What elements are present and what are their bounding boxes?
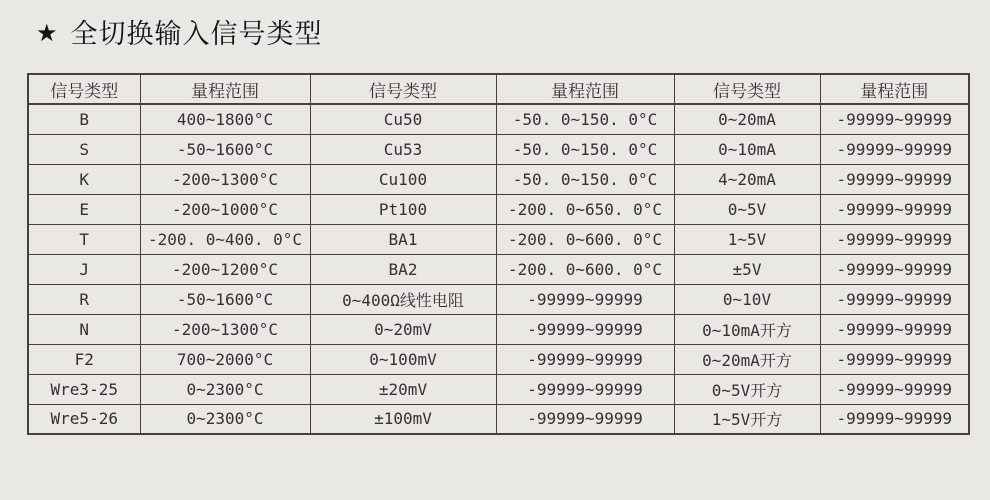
signal-type-cell: E <box>28 194 140 224</box>
signal-type-cell: F2 <box>28 344 140 374</box>
signal-type-cell: Cu100 <box>310 164 496 194</box>
range-cell: -99999~99999 <box>820 254 969 284</box>
page-title <box>36 12 323 51</box>
table-header-row <box>28 74 969 104</box>
range-cell: -99999~99999 <box>820 284 969 314</box>
range-cell: -200. 0~600. 0°C <box>496 254 674 284</box>
range-cell: 700~2000°C <box>140 344 310 374</box>
table-row <box>28 374 969 404</box>
signal-type-cell: R <box>28 284 140 314</box>
signal-type-cell: N <box>28 314 140 344</box>
range-cell: -99999~99999 <box>820 224 969 254</box>
header-signal-type-1: 信号类型 <box>28 74 140 104</box>
signal-type-cell: Cu53 <box>310 134 496 164</box>
signal-type-cell: 0~10V <box>674 284 820 314</box>
range-cell: -50. 0~150. 0°C <box>496 164 674 194</box>
signal-type-cell: ±20mV <box>310 374 496 404</box>
signal-type-cell: ±100mV <box>310 404 496 434</box>
range-cell: -99999~99999 <box>820 344 969 374</box>
range-cell: -99999~99999 <box>496 344 674 374</box>
signal-type-cell: BA1 <box>310 224 496 254</box>
signal-type-cell: Cu50 <box>310 104 496 134</box>
signal-type-cell: ±5V <box>674 254 820 284</box>
signal-type-cell: 0~10mA <box>674 134 820 164</box>
range-cell: -200. 0~400. 0°C <box>140 224 310 254</box>
signal-type-cell: Wre5-26 <box>28 404 140 434</box>
signal-type-cell: 4~20mA <box>674 164 820 194</box>
header-signal-type-3: 信号类型 <box>674 74 820 104</box>
range-cell: -200~1300°C <box>140 164 310 194</box>
page-title-text: 全切换输入信号类型 <box>70 19 323 50</box>
range-cell: -99999~99999 <box>820 104 969 134</box>
table-row <box>28 254 969 284</box>
table-row <box>28 344 969 374</box>
range-cell: -99999~99999 <box>496 404 674 434</box>
signal-type-cell: 0~5V <box>674 194 820 224</box>
table-row <box>28 164 969 194</box>
signal-type-cell: 1~5V开方 <box>674 404 820 434</box>
header-range-3: 量程范围 <box>820 74 969 104</box>
header-range-2: 量程范围 <box>496 74 674 104</box>
range-cell: -99999~99999 <box>820 314 969 344</box>
signal-range-table <box>27 73 970 435</box>
range-cell: -50. 0~150. 0°C <box>496 134 674 164</box>
signal-type-cell: 0~10mA开方 <box>674 314 820 344</box>
range-cell: -200~1000°C <box>140 194 310 224</box>
range-cell: -200. 0~650. 0°C <box>496 194 674 224</box>
table-row <box>28 404 969 434</box>
header-range-1: 量程范围 <box>140 74 310 104</box>
signal-type-cell: T <box>28 224 140 254</box>
signal-type-cell: J <box>28 254 140 284</box>
range-cell: -200. 0~600. 0°C <box>496 224 674 254</box>
range-cell: 0~2300°C <box>140 404 310 434</box>
signal-type-cell: S <box>28 134 140 164</box>
signal-type-cell: 0~20mA <box>674 104 820 134</box>
signal-type-cell: 0~20mV <box>310 314 496 344</box>
table-row <box>28 224 969 254</box>
signal-type-cell: 1~5V <box>674 224 820 254</box>
signal-type-cell: 0~400Ω线性电阻 <box>310 284 496 314</box>
table-row <box>28 134 969 164</box>
signal-type-cell: 0~5V开方 <box>674 374 820 404</box>
range-cell: -50. 0~150. 0°C <box>496 104 674 134</box>
range-cell: -99999~99999 <box>820 194 969 224</box>
range-cell: -99999~99999 <box>820 374 969 404</box>
range-cell: -200~1200°C <box>140 254 310 284</box>
range-cell: 400~1800°C <box>140 104 310 134</box>
star-icon: ★ <box>36 18 59 47</box>
range-cell: -99999~99999 <box>820 404 969 434</box>
range-cell: -99999~99999 <box>496 314 674 344</box>
signal-type-cell: BA2 <box>310 254 496 284</box>
range-cell: -50~1600°C <box>140 284 310 314</box>
header-signal-type-2: 信号类型 <box>310 74 496 104</box>
range-cell: -200~1300°C <box>140 314 310 344</box>
table-row <box>28 104 969 134</box>
range-cell: -50~1600°C <box>140 134 310 164</box>
signal-type-cell: K <box>28 164 140 194</box>
signal-type-cell: Pt100 <box>310 194 496 224</box>
signal-type-cell: 0~100mV <box>310 344 496 374</box>
range-cell: -99999~99999 <box>496 374 674 404</box>
range-cell: 0~2300°C <box>140 374 310 404</box>
table-row <box>28 284 969 314</box>
table-row <box>28 194 969 224</box>
table-row <box>28 314 969 344</box>
signal-type-cell: Wre3-25 <box>28 374 140 404</box>
range-cell: -99999~99999 <box>820 164 969 194</box>
signal-type-cell: 0~20mA开方 <box>674 344 820 374</box>
signal-type-cell: B <box>28 104 140 134</box>
range-cell: -99999~99999 <box>496 284 674 314</box>
range-cell: -99999~99999 <box>820 134 969 164</box>
